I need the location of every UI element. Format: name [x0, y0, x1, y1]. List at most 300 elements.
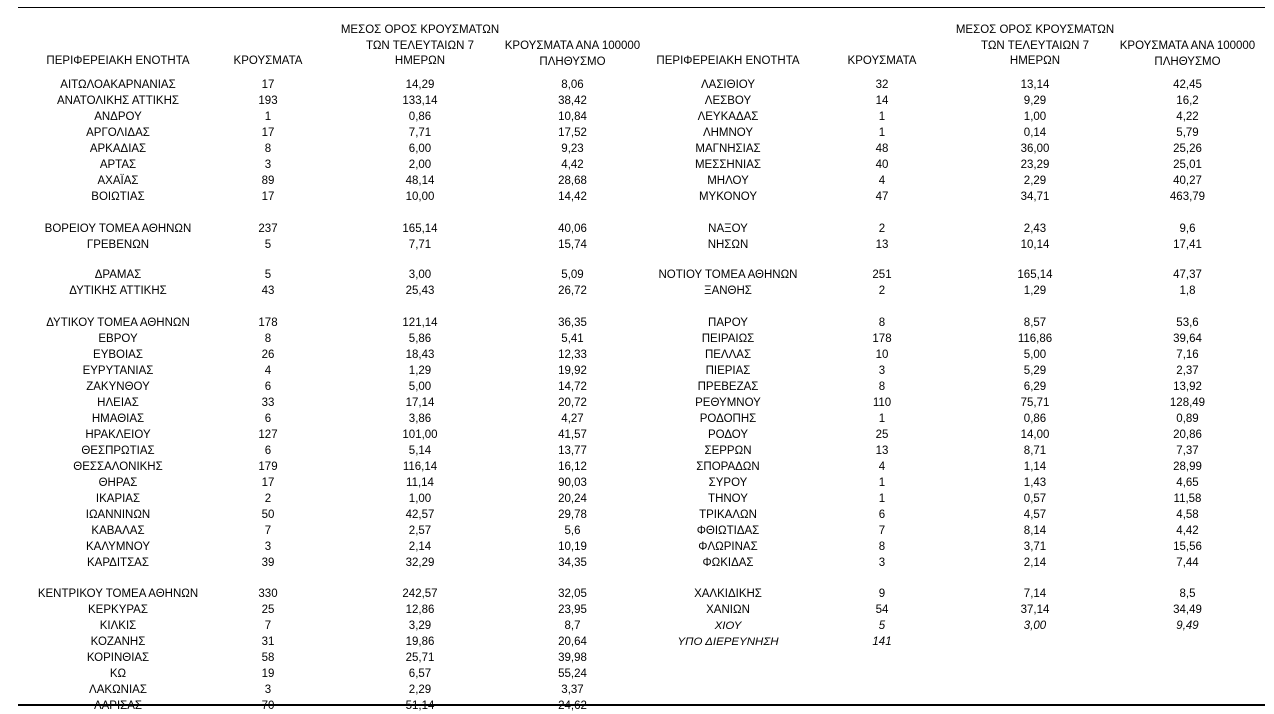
- right-cell-per100k: 128,49: [1169, 397, 1206, 409]
- left-cell-region: ΚΟΖΑΝΗΣ: [90, 636, 146, 648]
- left-cell-cases: 193: [258, 95, 278, 107]
- table-row: [0, 109, 1274, 125]
- right-cell-cases: 1: [878, 127, 886, 139]
- right-cell-per100k: 40,27: [1173, 175, 1202, 187]
- table-row: [0, 411, 1274, 427]
- right-cell-avg: 10,14: [1020, 239, 1050, 251]
- left-cell-cases: 330: [258, 588, 278, 600]
- left-cell-region: ΔΥΤΙΚΟΥ ΤΟΜΕΑ ΑΘΗΝΩΝ: [46, 317, 190, 329]
- left-cell-avg: 19,86: [405, 636, 435, 648]
- left-cell-avg: 0,86: [408, 111, 432, 123]
- right-cell-cases: 1: [878, 477, 886, 489]
- left-cell-cases: 3: [264, 684, 272, 696]
- left-cell-avg: 2,29: [408, 684, 432, 696]
- right-cell-region: ΝΟΤΙΟΥ ΤΟΜΕΑ ΑΘΗΝΩΝ: [658, 269, 798, 281]
- table-row: [0, 141, 1274, 157]
- right-cell-per100k: 9,49: [1176, 620, 1199, 632]
- right-cell-cases: 9: [878, 588, 886, 600]
- left-cell-avg: 2,57: [408, 525, 432, 537]
- left-cell-avg: 5,86: [408, 333, 432, 345]
- right-cell-per100k: 2,37: [1176, 365, 1199, 377]
- right-cell-avg: 2,29: [1023, 175, 1047, 187]
- right-cell-avg: 8,57: [1023, 317, 1047, 329]
- left-cell-cases: 3: [264, 541, 272, 553]
- left-cell-per100k: 10,84: [558, 111, 587, 123]
- right-cell-region: ΜΥΚΟΝΟΥ: [698, 191, 758, 203]
- left-header-per100k-line2: ΠΛΗΘΥΣΜΟ: [539, 55, 606, 68]
- left-cell-per100k: 5,41: [561, 333, 584, 345]
- left-cell-avg: 5,14: [408, 445, 432, 457]
- left-cell-cases: 17: [261, 477, 275, 489]
- right-cell-avg: 165,14: [1017, 269, 1053, 281]
- left-cell-cases: 178: [258, 317, 278, 329]
- left-cell-cases: 7: [264, 525, 272, 537]
- right-cell-cases: 10: [875, 349, 889, 361]
- right-cell-avg: 1,14: [1023, 461, 1047, 473]
- left-cell-region: ΘΗΡΑΣ: [98, 477, 138, 489]
- right-header-region: ΠΕΡΙΦΕΡΕΙΑΚΗ ΕΝΟΤΗΤΑ: [656, 55, 800, 67]
- right-cell-region: ΡΟΔΟΥ: [707, 429, 749, 441]
- left-header-avg: [330, 23, 510, 70]
- right-cell-cases: 47: [875, 191, 889, 203]
- left-cell-region: ΛΑΚΩΝΙΑΣ: [89, 684, 147, 696]
- right-cell-region: ΦΩΚΙΔΑΣ: [702, 557, 754, 569]
- left-cell-per100k: 20,24: [558, 493, 587, 505]
- right-cell-region: ΠΕΙΡΑΙΩΣ: [701, 333, 755, 345]
- right-cell-cases: 25: [875, 429, 889, 441]
- right-cell-per100k: 0,89: [1176, 413, 1199, 425]
- right-cell-cases: 2: [878, 223, 886, 235]
- left-cell-avg: 32,29: [405, 557, 435, 569]
- table-row: [0, 125, 1274, 141]
- right-cell-avg: 1,00: [1023, 111, 1047, 123]
- table-row: [0, 443, 1274, 459]
- left-cell-per100k: 8,7: [564, 620, 581, 632]
- right-cell-per100k: 1,8: [1179, 285, 1196, 297]
- left-cell-per100k: 5,09: [561, 269, 584, 281]
- left-cell-cases: 17: [261, 127, 275, 139]
- right-cell-region: ΜΑΓΝΗΣΙΑΣ: [695, 143, 761, 155]
- left-cell-cases: 179: [258, 461, 278, 473]
- right-cell-per100k: 11,58: [1173, 493, 1202, 505]
- left-cell-avg: 133,14: [402, 95, 438, 107]
- left-cell-region: ΚΩ: [109, 668, 127, 680]
- left-cell-avg: 3,86: [408, 413, 432, 425]
- table-row: [0, 618, 1274, 634]
- left-cell-cases: 6: [264, 413, 272, 425]
- right-cell-region: ΣΥΡΟΥ: [708, 477, 748, 489]
- left-cell-avg: 2,00: [408, 159, 432, 171]
- left-cell-per100k: 3,37: [561, 684, 584, 696]
- table-row: [0, 315, 1274, 331]
- left-cell-per100k: 16,12: [558, 461, 587, 473]
- right-cell-region: ΛΕΥΚΑΔΑΣ: [697, 111, 759, 123]
- left-cell-region: ΔΥΤΙΚΗΣ ΑΤΤΙΚΗΣ: [69, 285, 167, 297]
- left-cell-cases: 39: [261, 557, 275, 569]
- right-header-per100k-line2: ΠΛΗΘΥΣΜΟ: [1154, 55, 1221, 68]
- right-cell-per100k: 17,41: [1173, 239, 1202, 251]
- left-cell-per100k: 13,77: [558, 445, 587, 457]
- table-row: [0, 602, 1274, 618]
- left-cell-region: ΕΒΡΟΥ: [98, 333, 138, 345]
- left-cell-per100k: 23,95: [558, 604, 587, 616]
- left-cell-per100k: 5,6: [564, 525, 581, 537]
- right-cell-per100k: 7,44: [1176, 557, 1199, 569]
- left-cell-region: ΑΝΑΤΟΛΙΚΗΣ ΑΤΤΙΚΗΣ: [56, 95, 179, 107]
- right-cell-per100k: 5,79: [1176, 127, 1199, 139]
- left-cell-cases: 70: [261, 700, 275, 712]
- left-cell-avg: 7,71: [408, 239, 432, 251]
- right-header-avg-line3: ΗΜΕΡΩΝ: [1009, 55, 1061, 67]
- left-cell-avg: 17,14: [405, 397, 435, 409]
- left-cell-avg: 11,14: [406, 477, 434, 489]
- left-cell-per100k: 20,64: [558, 636, 587, 648]
- left-cell-cases: 6: [264, 381, 272, 393]
- right-cell-avg: 8,71: [1023, 445, 1047, 457]
- left-cell-cases: 58: [261, 652, 275, 664]
- left-cell-per100k: 32,05: [558, 588, 587, 600]
- right-cell-per100k: 47,37: [1173, 269, 1202, 281]
- left-cell-per100k: 90,03: [558, 477, 587, 489]
- left-cell-avg: 165,14: [402, 223, 438, 235]
- right-cell-avg: 2,43: [1023, 223, 1047, 235]
- right-cell-region: ΠΡΕΒΕΖΑΣ: [697, 381, 759, 393]
- right-cell-per100k: 42,45: [1173, 79, 1202, 91]
- right-cell-cases: 3: [878, 557, 886, 569]
- table-row: [0, 491, 1274, 507]
- left-cell-per100k: 55,24: [558, 668, 587, 680]
- table-row: [0, 650, 1274, 666]
- left-cell-avg: 14,29: [405, 79, 435, 91]
- right-cell-cases: 8: [878, 317, 886, 329]
- right-cell-region: ΠΙΕΡΙΑΣ: [705, 365, 751, 377]
- left-cell-per100k: 19,92: [558, 365, 587, 377]
- left-cell-cases: 5: [264, 269, 272, 281]
- left-cell-region: ΚΙΛΚΙΣ: [99, 620, 137, 632]
- right-cell-avg: 36,00: [1020, 143, 1050, 155]
- left-cell-region: ΑΡΤΑΣ: [99, 159, 137, 171]
- left-cell-region: ΚΑΒΑΛΑΣ: [91, 525, 145, 537]
- right-cell-per100k: 7,37: [1176, 445, 1199, 457]
- right-cell-cases: 8: [878, 381, 886, 393]
- right-cell-per100k: 4,42: [1176, 525, 1199, 537]
- right-cell-per100k: 28,99: [1173, 461, 1202, 473]
- table-row: [0, 523, 1274, 539]
- left-cell-avg: 10,00: [405, 191, 435, 203]
- left-cell-cases: 237: [258, 223, 278, 235]
- left-cell-region: ΒΟΡΕΙΟΥ ΤΟΜΕΑ ΑΘΗΝΩΝ: [44, 223, 192, 235]
- right-cell-cases: 40: [875, 159, 889, 171]
- right-cell-cases: 3: [878, 365, 886, 377]
- left-cell-region: ΚΑΛΥΜΝΟΥ: [86, 541, 150, 553]
- right-cell-region: ΜΗΛΟΥ: [707, 175, 749, 187]
- left-cell-cases: 43: [261, 285, 275, 297]
- right-cell-per100k: 4,65: [1176, 477, 1199, 489]
- left-cell-cases: 8: [264, 333, 272, 345]
- right-cell-cases: 13: [875, 239, 889, 251]
- right-cell-cases: 48: [875, 143, 889, 155]
- right-cell-per100k: 53,6: [1176, 317, 1199, 329]
- right-cell-avg: 5,29: [1023, 365, 1047, 377]
- table-row: [0, 459, 1274, 475]
- left-cell-region: ΑΡΓΟΛΙΔΑΣ: [86, 127, 150, 139]
- table-row: [0, 634, 1274, 650]
- right-cell-avg: 3,71: [1023, 541, 1047, 553]
- right-cell-per100k: 8,5: [1179, 588, 1196, 600]
- right-cell-region: ΥΠΟ ΔΙΕΡΕΥΝΗΣΗ: [677, 636, 779, 648]
- left-cell-per100k: 4,42: [561, 159, 584, 171]
- table-row: [0, 77, 1274, 93]
- left-cell-cases: 1: [264, 111, 272, 123]
- right-cell-cases: 5: [878, 620, 886, 632]
- left-cell-region: ΚΟΡΙΝΘΙΑΣ: [86, 652, 150, 664]
- right-cell-region: ΧΑΝΙΩΝ: [706, 604, 750, 616]
- left-cell-region: ΙΚΑΡΙΑΣ: [95, 493, 141, 505]
- left-cell-cases: 17: [261, 191, 275, 203]
- table-row: [0, 475, 1274, 491]
- right-cell-cases: 8: [878, 541, 886, 553]
- right-cell-cases: 1: [878, 493, 886, 505]
- right-cell-cases: 7: [878, 525, 886, 537]
- left-cell-avg: 101,00: [402, 429, 438, 441]
- table-row: [0, 347, 1274, 363]
- right-cell-per100k: 25,01: [1173, 159, 1202, 171]
- left-cell-per100k: 8,06: [561, 79, 584, 91]
- table-row: [0, 331, 1274, 347]
- table-row: [0, 221, 1274, 237]
- right-cell-avg: 4,57: [1023, 509, 1047, 521]
- left-cell-region: ΑΧΑΪΑΣ: [97, 175, 139, 187]
- top-rule: [18, 7, 1265, 8]
- right-cell-region: ΣΕΡΡΩΝ: [704, 445, 752, 457]
- right-cell-per100k: 4,22: [1176, 111, 1199, 123]
- right-cell-avg: 34,71: [1020, 191, 1050, 203]
- right-header-avg: [945, 23, 1125, 70]
- right-cell-avg: 7,14: [1023, 588, 1047, 600]
- right-cell-region: ΝΗΣΩΝ: [707, 239, 749, 251]
- right-cell-region: ΡΕΘΥΜΝΟΥ: [695, 397, 761, 409]
- left-cell-region: ΗΜΑΘΙΑΣ: [91, 413, 145, 425]
- left-cell-avg: 1,00: [408, 493, 432, 505]
- right-cell-per100k: 34,49: [1173, 604, 1202, 616]
- right-cell-avg: 0,14: [1023, 127, 1047, 139]
- right-cell-per100k: 15,56: [1173, 541, 1202, 553]
- right-cell-avg: 8,14: [1023, 525, 1047, 537]
- right-cell-cases: 251: [872, 269, 892, 281]
- left-cell-region: ΒΟΙΩΤΙΑΣ: [91, 191, 145, 203]
- left-cell-region: ΙΩΑΝΝΙΝΩΝ: [85, 509, 151, 521]
- left-cell-cases: 25: [261, 604, 275, 616]
- table-row: [0, 427, 1274, 443]
- left-cell-per100k: 34,35: [558, 557, 587, 569]
- right-cell-region: ΛΗΜΝΟΥ: [702, 127, 754, 139]
- right-cell-region: ΧΑΛΚΙΔΙΚΗΣ: [694, 588, 762, 600]
- left-cell-cases: 6: [264, 445, 272, 457]
- right-cell-avg: 1,43: [1023, 477, 1047, 489]
- left-cell-region: ΘΕΣΠΡΩΤΙΑΣ: [81, 445, 155, 457]
- left-cell-per100k: 26,72: [558, 285, 587, 297]
- right-cell-region: ΧΙΟΥ: [714, 620, 742, 632]
- right-cell-avg: 0,57: [1023, 493, 1047, 505]
- left-cell-cases: 7: [264, 620, 272, 632]
- left-cell-avg: 51,14: [405, 700, 435, 712]
- table-row: [0, 507, 1274, 523]
- left-cell-avg: 7,71: [408, 127, 432, 139]
- left-cell-per100k: 20,72: [558, 397, 587, 409]
- right-cell-region: ΛΑΣΙΘΙΟΥ: [700, 79, 756, 91]
- right-cell-avg: 14,00: [1020, 429, 1050, 441]
- right-cell-per100k: 4,58: [1176, 509, 1199, 521]
- left-cell-region: ΑΙΤΩΛΟΑΚΑΡΝΑΝΙΑΣ: [60, 79, 176, 91]
- left-cell-per100k: 9,23: [561, 143, 584, 155]
- left-cell-per100k: 17,52: [558, 127, 587, 139]
- left-cell-region: ΗΛΕΙΑΣ: [97, 397, 139, 409]
- right-cell-cases: 4: [878, 175, 886, 187]
- right-cell-avg: 2,14: [1023, 557, 1047, 569]
- right-cell-cases: 2: [878, 285, 886, 297]
- left-cell-region: ΛΑΡΙΣΑΣ: [93, 700, 143, 712]
- left-cell-cases: 4: [264, 365, 272, 377]
- right-cell-avg: 1,29: [1023, 285, 1047, 297]
- table-row: [0, 586, 1274, 602]
- left-header-avg-line1: ΜΕΣΟΣ ΟΡΟΣ ΚΡΟΥΣΜΑΤΩΝ: [340, 24, 500, 36]
- right-cell-cases: 54: [875, 604, 889, 616]
- table-row: [0, 379, 1274, 395]
- right-cell-per100k: 39,64: [1173, 333, 1202, 345]
- left-cell-avg: 48,14: [405, 175, 435, 187]
- right-cell-avg: 3,00: [1023, 620, 1047, 632]
- right-cell-region: ΣΠΟΡΑΔΩΝ: [696, 461, 760, 473]
- right-cell-cases: 6: [878, 509, 886, 521]
- right-cell-avg: 9,29: [1023, 95, 1047, 107]
- left-header-per100k-line1: ΚΡΟΥΣΜΑΤΑ ΑΝΑ 100000: [504, 40, 641, 52]
- left-cell-avg: 42,57: [405, 509, 435, 521]
- right-cell-avg: 0,86: [1023, 413, 1047, 425]
- right-cell-cases: 1: [878, 413, 886, 425]
- left-cell-cases: 26: [261, 349, 275, 361]
- left-cell-per100k: 14,72: [558, 381, 587, 393]
- right-cell-avg: 13,14: [1020, 79, 1050, 91]
- left-cell-avg: 6,57: [408, 668, 432, 680]
- right-header-per100k-line1: ΚΡΟΥΣΜΑΤΑ ΑΝΑ 100000: [1119, 40, 1256, 52]
- left-cell-per100k: 12,33: [558, 349, 587, 361]
- left-cell-per100k: 36,35: [558, 317, 587, 329]
- right-cell-cases: 178: [872, 333, 892, 345]
- right-cell-avg: 37,14: [1020, 604, 1050, 616]
- left-cell-cases: 17: [261, 79, 275, 91]
- left-cell-region: ΓΡΕΒΕΝΩΝ: [86, 239, 150, 251]
- right-cell-region: ΠΕΛΛΑΣ: [704, 349, 752, 361]
- left-cell-region: ΚΑΡΔΙΤΣΑΣ: [87, 557, 149, 569]
- left-cell-cases: 19: [261, 668, 275, 680]
- left-header-cases: ΚΡΟΥΣΜΑΤΑ: [233, 55, 303, 67]
- left-cell-region: ΘΕΣΣΑΛΟΝΙΚΗΣ: [73, 461, 163, 473]
- left-cell-avg: 116,14: [402, 461, 438, 473]
- right-cell-avg: 75,71: [1020, 397, 1050, 409]
- right-cell-region: ΦΛΩΡΙΝΑΣ: [698, 541, 758, 553]
- left-cell-per100k: 39,98: [558, 652, 587, 664]
- right-cell-cases: 14: [875, 95, 889, 107]
- left-cell-avg: 25,43: [405, 285, 435, 297]
- left-cell-cases: 2: [264, 493, 272, 505]
- right-cell-cases: 110: [872, 397, 892, 409]
- right-cell-cases: 1: [878, 111, 886, 123]
- left-header-avg-line3: ΗΜΕΡΩΝ: [394, 55, 446, 67]
- table-row: [0, 157, 1274, 173]
- left-cell-region: ΕΥΡΥΤΑΝΙΑΣ: [82, 365, 154, 377]
- table-row: [0, 395, 1274, 411]
- right-cell-per100k: 7,16: [1176, 349, 1199, 361]
- right-cell-cases: 141: [872, 636, 892, 648]
- left-cell-per100k: 14,42: [558, 191, 587, 203]
- left-cell-avg: 1,29: [408, 365, 432, 377]
- right-cell-per100k: 20,86: [1173, 429, 1202, 441]
- left-cell-region: ΕΥΒΟΙΑΣ: [93, 349, 143, 361]
- right-cell-region: ΤΗΝΟΥ: [708, 493, 748, 505]
- right-cell-region: ΤΡΙΚΑΛΩΝ: [699, 509, 757, 521]
- left-cell-per100k: 38,42: [558, 95, 587, 107]
- left-cell-per100k: 24,62: [558, 700, 587, 712]
- right-cell-avg: 6,29: [1023, 381, 1047, 393]
- left-cell-region: ΚΕΝΤΡΙΚΟΥ ΤΟΜΕΑ ΑΘΗΝΩΝ: [37, 588, 199, 600]
- left-cell-region: ΗΡΑΚΛΕΙΟΥ: [85, 429, 151, 441]
- left-cell-avg: 12,86: [405, 604, 435, 616]
- right-cell-per100k: 16,2: [1176, 95, 1199, 107]
- right-cell-region: ΜΕΣΣΗΝΙΑΣ: [694, 159, 762, 171]
- table-row: [0, 666, 1274, 682]
- left-cell-cases: 127: [258, 429, 278, 441]
- left-cell-avg: 25,71: [405, 652, 435, 664]
- right-cell-region: ΞΑΝΘΗΣ: [704, 285, 752, 297]
- right-cell-per100k: 25,26: [1173, 143, 1202, 155]
- right-cell-region: ΠΑΡΟΥ: [708, 317, 748, 329]
- table-row: [0, 283, 1274, 299]
- left-cell-avg: 18,43: [405, 349, 435, 361]
- table-row: [0, 237, 1274, 253]
- left-cell-region: ΚΕΡΚΥΡΑΣ: [88, 604, 148, 616]
- right-cell-per100k: 13,92: [1173, 381, 1202, 393]
- table-row: [0, 173, 1274, 189]
- right-cell-cases: 32: [875, 79, 889, 91]
- left-cell-avg: 242,57: [402, 588, 438, 600]
- table-row: [0, 189, 1274, 205]
- left-header-avg-line2: ΤΩΝ ΤΕΛΕΥΤΑΙΩΝ 7: [366, 39, 474, 52]
- table-row: [0, 93, 1274, 109]
- left-cell-per100k: 41,57: [558, 429, 587, 441]
- left-cell-cases: 8: [264, 143, 272, 155]
- table-row: [0, 682, 1274, 698]
- right-header-avg-line2: ΤΩΝ ΤΕΛΕΥΤΑΙΩΝ 7: [981, 39, 1089, 52]
- left-cell-region: ΑΡΚΑΔΙΑΣ: [89, 143, 147, 155]
- right-header-cases: ΚΡΟΥΣΜΑΤΑ: [847, 55, 917, 67]
- left-cell-per100k: 4,27: [561, 413, 584, 425]
- right-cell-avg: 23,29: [1020, 159, 1050, 171]
- left-cell-cases: 89: [261, 175, 275, 187]
- left-cell-cases: 5: [264, 239, 272, 251]
- left-cell-cases: 3: [264, 159, 272, 171]
- left-cell-avg: 5,00: [408, 381, 432, 393]
- right-cell-per100k: 463,79: [1169, 191, 1206, 203]
- left-cell-avg: 2,14: [408, 541, 432, 553]
- right-cell-region: ΡΟΔΟΠΗΣ: [699, 413, 757, 425]
- left-cell-per100k: 29,78: [558, 509, 587, 521]
- right-cell-region: ΦΘΙΩΤΙΔΑΣ: [696, 525, 760, 537]
- left-cell-region: ΖΑΚΥΝΘΟΥ: [86, 381, 150, 393]
- left-cell-cases: 33: [261, 397, 275, 409]
- left-cell-region: ΔΡΑΜΑΣ: [94, 269, 142, 281]
- left-cell-avg: 3,00: [408, 269, 432, 281]
- table-row: [0, 267, 1274, 283]
